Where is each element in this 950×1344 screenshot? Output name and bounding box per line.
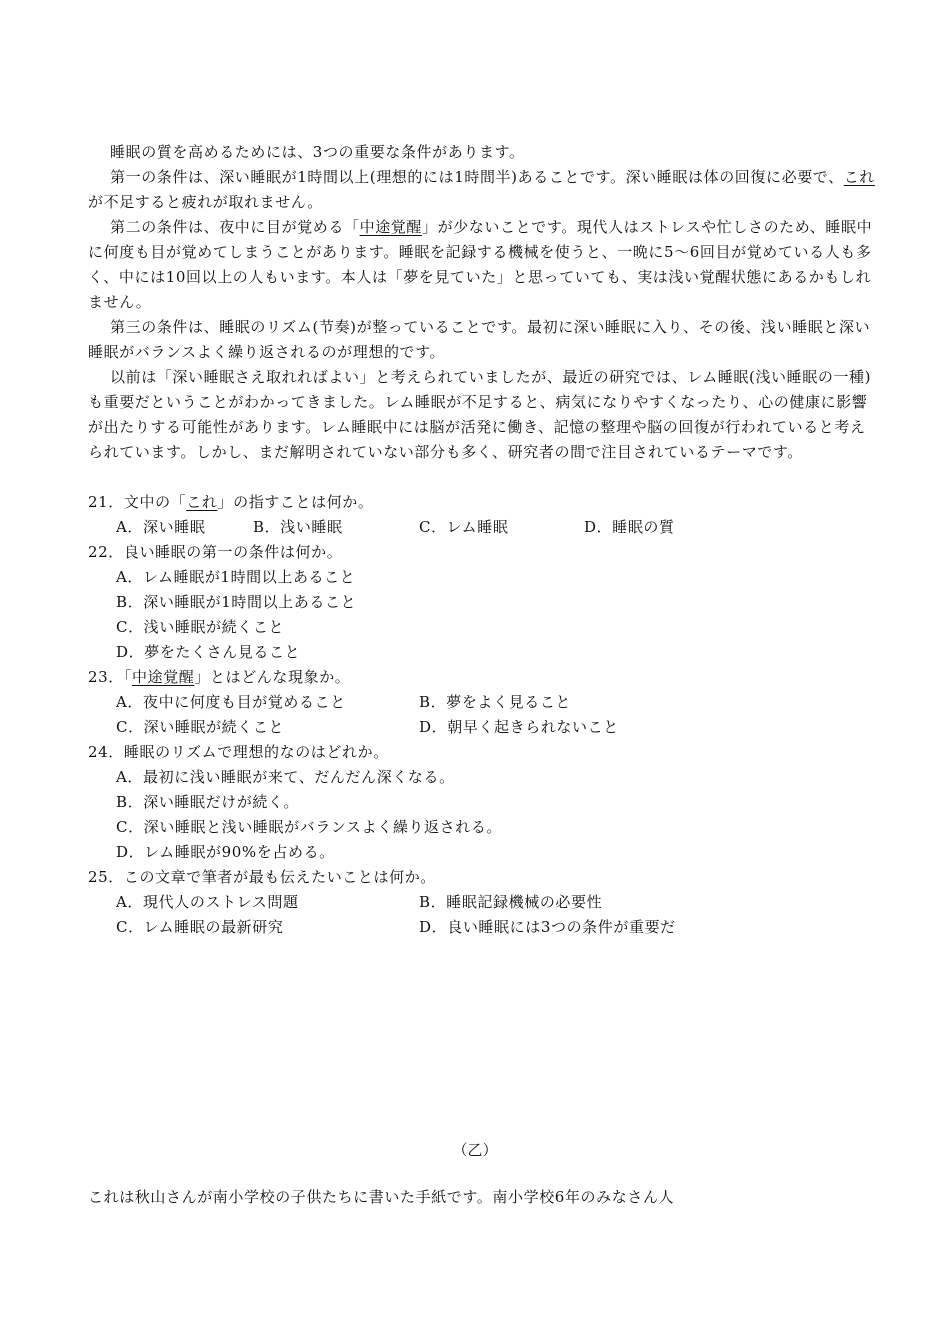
question-21 [88,490,878,540]
question-22 [88,540,878,665]
options-row [88,765,878,790]
question-25 [88,865,878,940]
question-24 [88,740,878,865]
options-row [88,690,878,715]
option-c[interactable]: C．浅い睡眠が続くこと [116,618,285,636]
stem-text: 」の指すことは何か。 [217,493,374,511]
question-list [88,490,878,940]
option-b[interactable]: B．睡眠記録機械の必要性 [419,893,603,911]
option-a[interactable]: A．レム睡眠が1時間以上あること [116,568,356,586]
passage-paragraph-5 [88,365,878,465]
question-stem [88,665,878,690]
passage-text: 以前は「深い睡眠さえ取れればよい」と考えられていましたが、最近の研究では、レム睡眠(浅い睡眠の一種)も重要だということがわかってきました。レム睡眠が不足すると、病気になりやすくなったり、心の健康に影響が出たりする可能性があります。レム睡眠中には脳が活発に働き、記憶の整理や脳の回復が行われていると考えられています。しかし、まだ解明されていない部分も多く、研究者の間で注目されているテーマです。 [88,368,872,461]
option-c[interactable]: C．レム睡眠の最新研究 [116,918,284,936]
options-row [88,640,878,665]
stem-text: 21．文中の「 [88,493,187,511]
options-row [88,915,878,940]
passage-text: 第三の条件は、睡眠のリズム(节奏)が整っていることです。最初に深い睡眠に入り、その後、浅い睡眠と深い睡眠がバランスよく繰り返されるのが理想的です。 [88,318,871,361]
passage-text: 」が少ないことです。現代人はストレスや忙しさのため、睡眠中に何度も目が覚めてしまうことがあります。睡眠を記録する機械を使うと、一晩に5〜6回目が覚めている人も多く、中には10回以上の人もいます。本人は「夢を見ていた」と思っていても、実は浅い覚醒状態にあるかもしれません。 [88,218,873,311]
passage-text: 第二の条件は、夜中に目が覚める「 [110,218,360,236]
option-d[interactable]: D．レム睡眠が90%を占める。 [116,843,335,861]
options-row [88,565,878,590]
stem-text: 23．「 [88,668,132,686]
question-stem: 24．睡眠のリズムで理想的なのはどれか。 [88,743,389,761]
question-stem: 25．この文章で筆者が最も伝えたいことは何か。 [88,868,436,886]
passage-text: 第一の条件は、深い睡眠が1時間以上(理想的には1時間半)あることです。深い睡眠は体の回復に必要で、 [110,168,844,186]
passage-text: が不足すると疲れが取れません。 [88,193,323,211]
option-b[interactable]: B．浅い睡眠 [253,518,343,536]
options-row [88,815,878,840]
option-c[interactable]: C．深い睡眠が続くこと [116,718,285,736]
options-row [88,515,878,540]
option-a[interactable]: A．現代人のストレス問題 [116,893,299,911]
option-a[interactable]: A．最初に浅い睡眠が来て、だんだん深くなる。 [116,768,455,786]
options-row [88,590,878,615]
option-b[interactable]: B．深い睡眠が1時間以上あること [116,593,357,611]
passage-paragraph-1 [88,140,878,165]
option-c[interactable]: C．レム睡眠 [419,518,509,536]
section-heading: （乙） [452,1141,498,1159]
option-a[interactable]: A．深い睡眠 [116,518,206,536]
option-d[interactable]: D．朝早く起きられないこと [419,718,619,736]
option-c[interactable]: C．深い睡眠と浅い睡眠がバランスよく繰り返される。 [116,818,503,836]
options-row [88,715,878,740]
underlined-chuuto-kakusei: 中途覚醒 [359,218,423,236]
question-stem: 22．良い睡眠の第一の条件は何か。 [88,543,343,561]
options-row [88,615,878,640]
stem-underlined: 中途覚醒 [132,668,195,686]
stem-text: 」とはどんな現象か。 [194,668,351,686]
options-row [88,790,878,815]
option-d[interactable]: D．良い睡眠には3つの条件が重要だ [419,918,676,936]
options-row [88,840,878,865]
passage-paragraph-3 [88,215,878,315]
passage-text: 睡眠の質を高めるためには、3つの重要な条件があります。 [110,143,525,161]
passage-paragraph-2 [88,165,878,215]
passage-paragraph-4 [88,315,878,365]
option-b[interactable]: B．深い睡眠だけが続く。 [116,793,299,811]
stem-underlined: これ [186,493,218,511]
question-23 [88,665,878,740]
options-row [88,890,878,915]
underlined-kore: これ [843,168,875,186]
question-stem [88,490,878,515]
reading-passage [88,140,878,465]
option-d[interactable]: D．夢をたくさん見ること [116,643,301,661]
section-intro-text: これは秋山さんが南小学校の子供たちに書いた手紙です。南小学校6年のみなさん人 [88,1188,675,1206]
option-b[interactable]: B．夢をよく見ること [419,693,572,711]
option-a[interactable]: A．夜中に何度も目が覚めること [116,693,346,711]
option-d[interactable]: D．睡眠の質 [584,518,675,536]
